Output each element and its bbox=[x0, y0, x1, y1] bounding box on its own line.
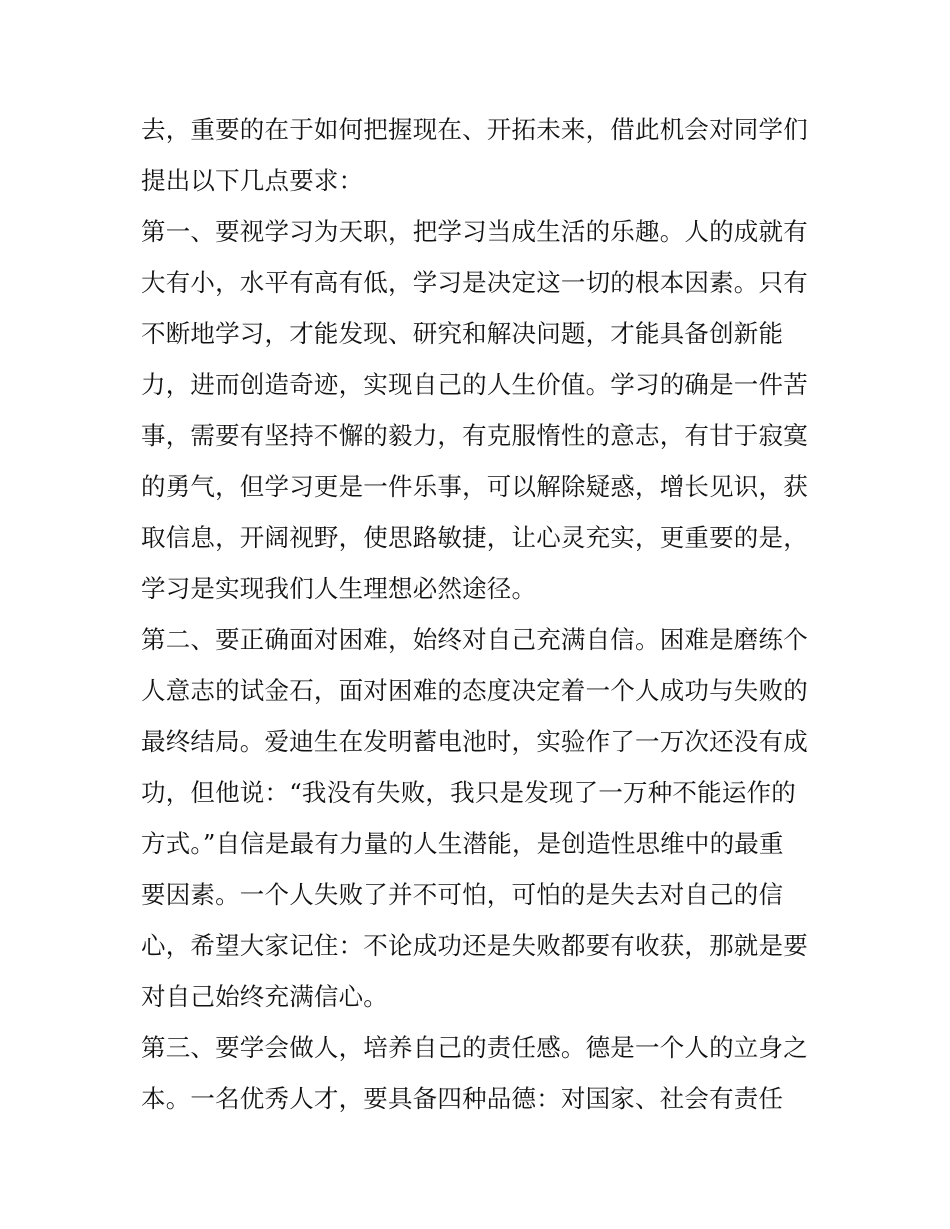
text-line: 方式。”自信是最有力量的人生潜能，是创造性思维中的最重 bbox=[141, 829, 784, 858]
text-line: 不断地学习，才能发现、研究和解决问题，才能具备创新能 bbox=[141, 319, 784, 348]
text-line: 本。一名优秀人才，要具备四种品德：对国家、社会有责任 bbox=[141, 1084, 784, 1113]
text-line: 第一、要视学习为天职，把学习当成生活的乐趣。人的成就有 bbox=[141, 217, 808, 246]
text-line: 第二、要正确面对困难，始终对自己充满自信。困难是磨练个 bbox=[141, 625, 808, 654]
text-line: 心，希望大家记住：不论成功还是失败都要有收获，那就是要 bbox=[141, 931, 808, 960]
text-line: 最终结局。爱迪生在发明蓄电池时，实验作了一万次还没有成 bbox=[141, 727, 808, 756]
text-line: 事，需要有坚持不懈的毅力，有克服惰性的意志，有甘于寂寞 bbox=[141, 421, 808, 450]
text-line: 提出以下几点要求： bbox=[141, 166, 364, 195]
text-line: 力，进而创造奇迹，实现自己的人生价值。学习的确是一件苦 bbox=[141, 370, 808, 399]
text-line: 人意志的试金石，面对困难的态度决定着一个人成功与失败的 bbox=[141, 676, 808, 705]
text-line: 功，但他说：“我没有失败，我只是发现了一万种不能运作的 bbox=[141, 778, 796, 807]
text-line: 要因素。一个人失败了并不可怕，可怕的是失去对自己的信 bbox=[141, 880, 784, 909]
text-line: 大有小，水平有高有低，学习是决定这一切的根本因素。只有 bbox=[141, 268, 808, 297]
text-line: 去，重要的在于如何把握现在、开拓未来，借此机会对同学们 bbox=[141, 115, 808, 144]
text-line: 第三、要学会做人，培养自己的责任感。德是一个人的立身之 bbox=[141, 1033, 808, 1062]
text-line: 的勇气，但学习更是一件乐事，可以解除疑惑，增长见识，获 bbox=[141, 472, 808, 501]
text-line: 学习是实现我们人生理想必然途径。 bbox=[141, 574, 537, 603]
text-line: 对自己始终充满信心。 bbox=[141, 982, 388, 1011]
text-line: 取信息，开阔视野，使思路敏捷，让心灵充实，更重要的是， bbox=[141, 523, 808, 552]
